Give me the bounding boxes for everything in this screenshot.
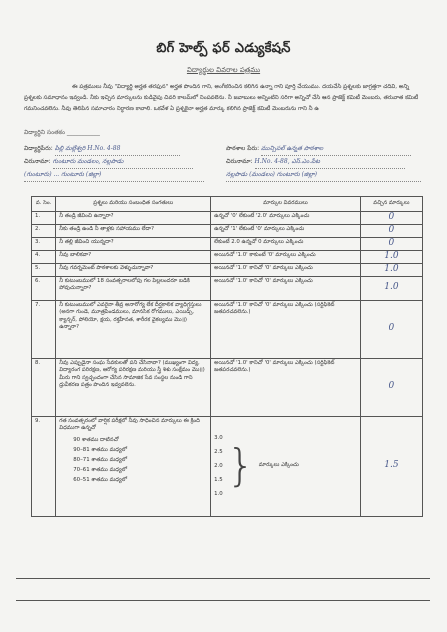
col-header-score: వచ్చిన మార్కులు	[360, 197, 422, 212]
grade-points-list	[214, 431, 223, 501]
row-serial: 2.	[32, 224, 56, 237]
footer-divider	[16, 600, 430, 601]
row-question: నీ కుటుంబములో 18 సంవత్సరాలలోపు గల పిల్లలందరూ బడికి పోవుచున్నారా?	[56, 276, 211, 300]
row-marks-detail: అయినచో '1.0' కానిచో '0' మార్కులు ఎక్కించు (సర్టిఫికెట్ జతపరచవలెను.)	[211, 358, 361, 416]
grade-range: 60–51 శాతము మధ్యలో	[73, 476, 128, 483]
row-score-field[interactable]: 1.0	[360, 250, 422, 263]
row-serial: 9.	[32, 416, 56, 516]
row-question-text: గత సంవత్సరంలో వార్షిక పరీక్షలో నీవు సాధించిన మార్కులు ఈ క్రింది విధముగా ఉన్నచో	[59, 417, 200, 431]
brace-glyph: }	[226, 440, 255, 491]
table-row	[32, 300, 423, 358]
grade-points: 2.5	[214, 449, 223, 455]
table-row	[32, 416, 423, 516]
row-score-field[interactable]: 1.0	[360, 263, 422, 276]
row-question: నీ తండ్రి జీవించి ఉన్నారా?	[56, 211, 211, 224]
table-header-row	[32, 197, 423, 212]
eligibility-table	[31, 196, 423, 517]
row-score-field[interactable]: 1.5	[360, 416, 422, 516]
row-question: నీ తల్లి జీవించి యున్నదా?	[56, 237, 211, 250]
grade-points: 1.5	[214, 477, 223, 483]
row-score-field[interactable]: 1.0	[360, 276, 422, 300]
row-question: నీవు గవర్నమెంట్ పాఠశాలకు వెళ్ళుచున్నావా?	[56, 263, 211, 276]
row-score-field[interactable]: 0	[360, 237, 422, 250]
row-serial: 8.	[32, 358, 56, 416]
footer-divider	[16, 578, 430, 579]
table-row	[32, 276, 423, 300]
grade-points: 3.0	[214, 435, 223, 441]
school-district-field[interactable]: నల్లపాడు (మండలం) గుంటూరు (జిల్లా)	[226, 169, 421, 182]
school-address-label: చిరునామా	[226, 158, 251, 165]
document-subtitle: విద్యార్థుల వివరాల పత్రము	[186, 66, 261, 74]
grade-points: 2.0	[214, 463, 223, 469]
school-name-field[interactable]: మున్సిపల్ ఉన్నత పాఠశాల	[261, 143, 411, 156]
row-serial: 6.	[32, 276, 56, 300]
grade-range: 90–81 శాతము మధ్యలో	[73, 446, 128, 453]
row-score-field[interactable]: 0	[360, 211, 422, 224]
student-district-field[interactable]: (గుంటూరు) ... గుంటూరు (జిల్లా)	[24, 169, 204, 182]
row-question: నీవు బాలికవా?	[56, 250, 211, 263]
row-marks-detail: లేకుంటే 2.0 ఉన్నచో 0 మార్కులు ఎక్కించు	[211, 237, 361, 250]
grade-range-list	[59, 435, 207, 485]
student-name-label: విద్యార్థిపేరు	[24, 145, 51, 152]
row-question: నీ కుటుంబములో ఎవరైనా తీవ్ర అనారోగ్య లేక దీర్ఘకాలిక వ్యాధిగ్రస్తులు (అనగా గుండె, మూత్రపిండములు, మానసిక రోగములు, ఎయిడ్స్, క్యాన్సర్, పోలియో, క్షయ, రక్తహీనత, శారీరక వైకల్యము మొ॥) ఉన్నారా?	[56, 300, 211, 358]
table-row	[32, 211, 423, 224]
table-row	[32, 263, 423, 276]
row-marks-detail: ఉన్నచో '0' లేకుంటే '2.0' మార్కులు ఎక్కించు	[211, 211, 361, 224]
col-header-marks-detail: మార్కుల వివరములు	[211, 197, 361, 212]
table-row	[32, 358, 423, 416]
row-score-field[interactable]: 0	[360, 300, 422, 358]
student-name-field[interactable]: పిల్లి మల్లేశ్వరి H.No. 4-88	[55, 143, 180, 156]
grade-range: 70–61 శాతము మధ్యలో	[73, 466, 128, 473]
row-marks-detail: అయినచో '1.0' కానిచో '0' మార్కులు ఎక్కించు	[211, 276, 361, 300]
row-serial: 5.	[32, 263, 56, 276]
row-question: నీకు తండ్రి ఉండి నీ తాళ్లకు సహాయము లేదా?	[56, 224, 211, 237]
grade-range: 90 శాతము దాటినచో	[73, 436, 119, 443]
marks-entry-note: మార్కులు ఎక్కించు	[258, 462, 299, 469]
row-serial: 7.	[32, 300, 56, 358]
table-row	[32, 237, 423, 250]
row-marks-detail	[211, 416, 361, 516]
row-marks-detail: అయినచో '1.0' కానిచో '0' మార్కులు ఎక్కించు	[211, 263, 361, 276]
row-question	[56, 416, 211, 516]
row-marks-detail: ఉన్నచో '1' లేకుంటే '0' మార్కులు ఎక్కించు	[211, 224, 361, 237]
row-serial: 4.	[32, 250, 56, 263]
row-score-field[interactable]: 0	[360, 358, 422, 416]
instructions-paragraph: ఈ పత్రములు నీవు "విద్యార్థి అర్హత తరఫున" అర్హత పొందిన గాని, అంగీకరించిన కలిగిన ఉన్నా గాని పూర్తి చేయుము. దయచేసి ప్రశ్నలకు జాగ్రత్తగా చదివి, అన్ని ప్రశ్నలకు సమాధానం ఇవ్వండి. నీకు ఇచ్చిన మార్కులను కుడివైపు చివరి కాలమ్‌లో నింపవలెను. నీ జవాబులు అన్నింటిని సరిగా అన్నిచో చేసి ఆన ప్రాజెక్ట్ కమిటీ మెంబరు, తరువాత కమిటీ గమనించవలెను. నీవు తెలిపిన సమాచారం నిర్ధారణ కావాలి. ఒకవేళ ఏ ప్రశ్నకైనా అర్హత మార్కు కలిగిన ప్రాజెక్ట్ కమిటీ మెంబరును గాని నీ ఉ	[24, 84, 419, 112]
row-marks-detail: అయినచో '1.0' కానిచో '0' మార్కులు ఎక్కించు (సర్టిఫికెట్ జతపరచవలెను.)	[211, 300, 361, 358]
school-address-field[interactable]: H.No. 4-88, ఎస్.ఎం.పేట	[255, 156, 405, 169]
grade-range: 80–71 శాతము మధ్యలో	[73, 456, 128, 463]
row-question: నీవు ఎప్పుడైనా సంఘ సేవకులతో పని చేసినావా? (ముఖ్యంగా విద్య, విద్యారంగ పరిరక్షణ, ఆరోగ్య పరిరక్షణ మరియు స్త్రీ శిశు సంక్షేమం మొ॥) మీరు గాని స్వచ్ఛందంగా చేసిన సామాజిక సేవ సంస్థల నుండి గాని ధ్రువీకరణ పత్రం పొందిన ఇవ్వవలెను.	[56, 358, 211, 416]
student-address-block: విద్యార్థిపేరు: పిల్లి మల్లేశ్వరి H.No. 4-88 చిరునామా: గుంటూరు మండలం, నల్లపాడు (గుంటూరు) ... గుంటూరు (జిల్లా)	[24, 143, 214, 182]
table-row	[32, 224, 423, 237]
row-serial: 3.	[32, 237, 56, 250]
col-header-question: ప్రశ్నలు మరియు సంబంధిత సంగతులు	[56, 197, 211, 212]
row-score-field[interactable]: 0	[360, 224, 422, 237]
student-signature-line: విద్యార్థిని సంతకం ___________	[24, 129, 100, 136]
table-row	[32, 250, 423, 263]
row-marks-detail: అయినచో '1.0' కాకుంటే '0' మార్కులు ఎక్కించు	[211, 250, 361, 263]
school-name-label: పాఠశాల పేరు	[226, 145, 258, 152]
student-address-field[interactable]: గుంటూరు మండలం, నల్లపాడు	[53, 156, 193, 169]
row-serial: 1.	[32, 211, 56, 224]
grade-points-scale	[214, 431, 357, 501]
document-title: బిగ్ హెల్ప్ ఫర్ ఎడ్యుకేషన్	[156, 41, 291, 56]
school-address-block: పాఠశాల పేరు: మున్సిపల్ ఉన్నత పాఠశాల చిరునామా: H.No. 4-88, ఎస్.ఎం.పేట నల్లపాడు (మండలం) గుంటూరు (జిల్లా)	[226, 143, 426, 182]
student-address-label: చిరునామా	[24, 158, 49, 165]
grade-points: 1.0	[214, 491, 223, 497]
col-header-serial: వ. సెం.	[32, 197, 56, 212]
